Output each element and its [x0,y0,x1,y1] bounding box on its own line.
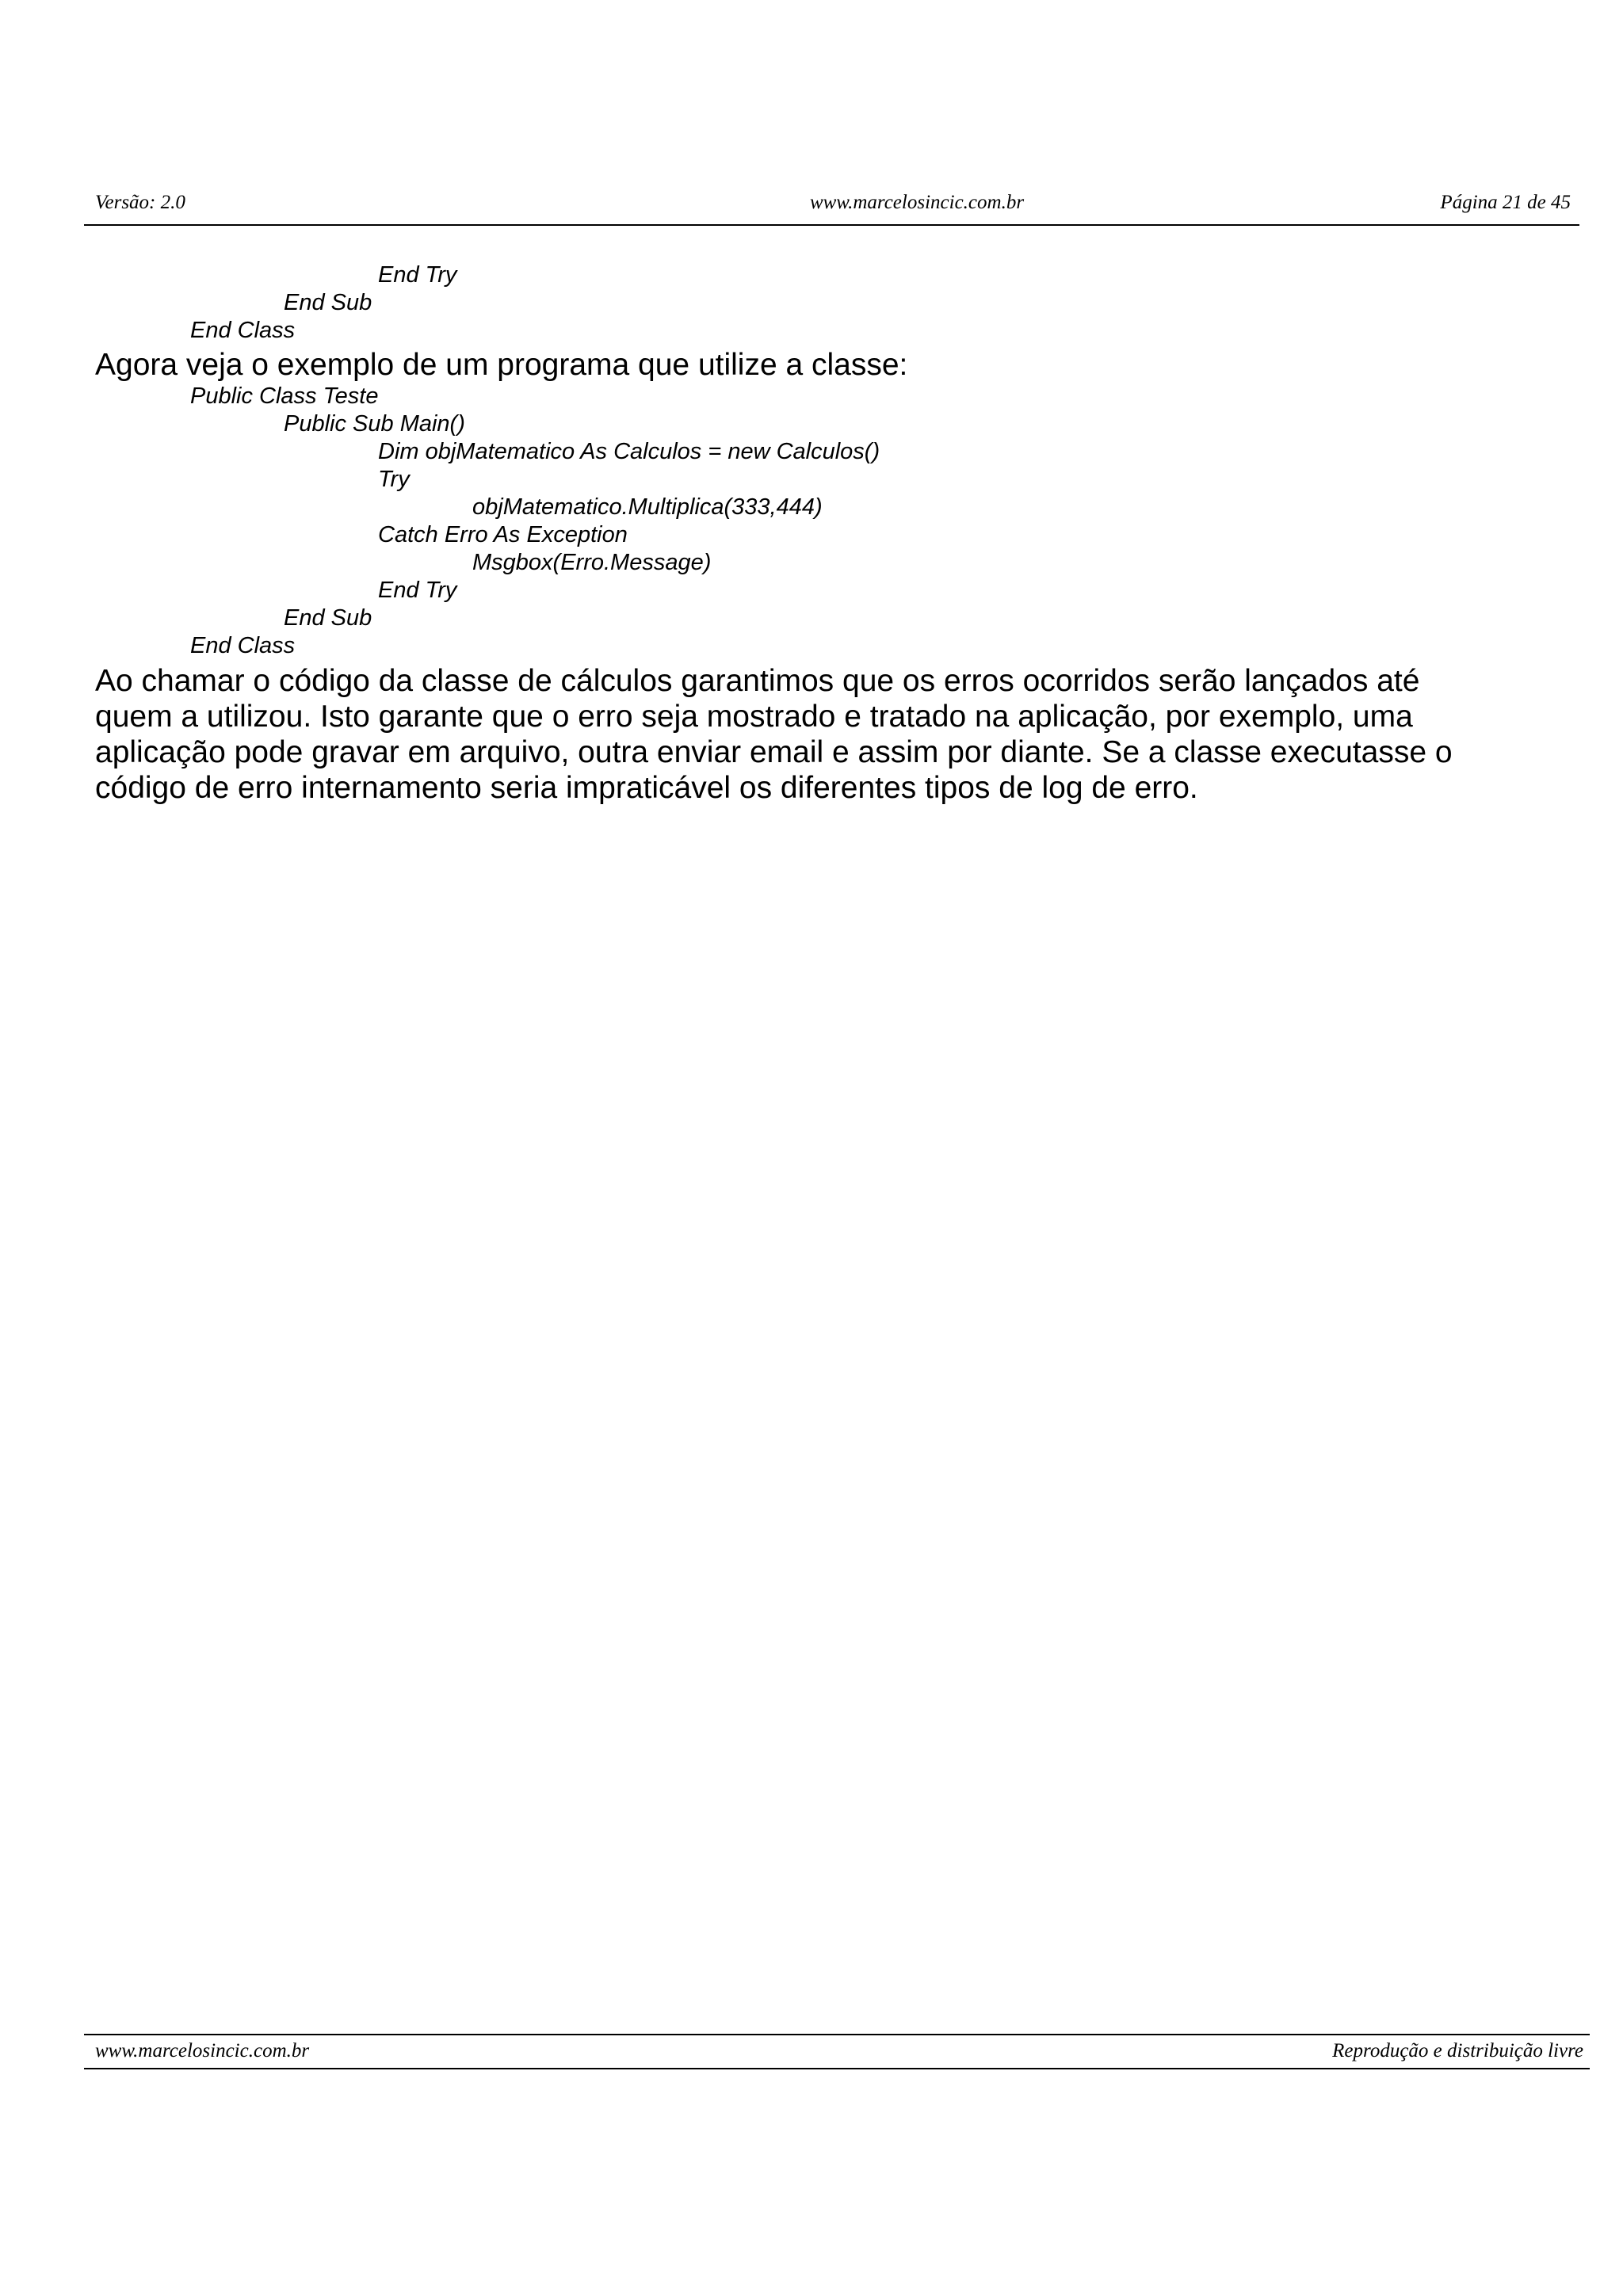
intro-paragraph: Agora veja o exemplo de um programa que utilize a classe: [95,348,908,382]
code-line: Dim objMatematico As Calculos = new Calculos() [378,439,880,464]
page-number: Página 21 de 45 [1440,192,1571,213]
code-line: Public Class Teste [190,383,379,409]
code-line: End Class [190,318,296,343]
code-line: End Try [378,262,457,288]
footer-site-url: www.marcelosincic.com.br [95,2040,310,2061]
code-line: Public Sub Main() [284,411,465,437]
header-site-url: www.marcelosincic.com.br [809,192,1025,213]
code-line: objMatematico.Multiplica(333,444) [472,494,823,520]
code-line: End Class [190,633,296,658]
code-line: End Sub [284,605,372,631]
footer-divider-bottom [84,2068,1590,2069]
page-content [95,261,1506,806]
header-divider [84,224,1579,226]
code-line: Msgbox(Erro.Message) [472,550,712,575]
footer-divider-top [84,2034,1590,2035]
code-line: End Sub [284,290,372,315]
code-line: End Try [378,578,457,603]
page-header [94,189,1569,217]
version-label: Versão: 2.0 [95,192,185,213]
code-line: Catch Erro As Exception [378,522,628,547]
code-line: Try [378,467,410,492]
explanation-paragraph: Ao chamar o código da classe de cálculos garantimos que os erros ocorridos serão lançados até quem a utilizou. Isto garante que o erro seja mostrado e tratado na aplicação, por exemplo, uma aplicação pode gravar em arquivo, outra enviar email e assim por diante. Se a classe executasse o código de erro internamento seria impraticável os diferentes tipos de log de erro. [95,664,1453,805]
footer-license: Reprodução e distribuição livre [1332,2040,1583,2061]
page-footer [94,2036,1583,2066]
